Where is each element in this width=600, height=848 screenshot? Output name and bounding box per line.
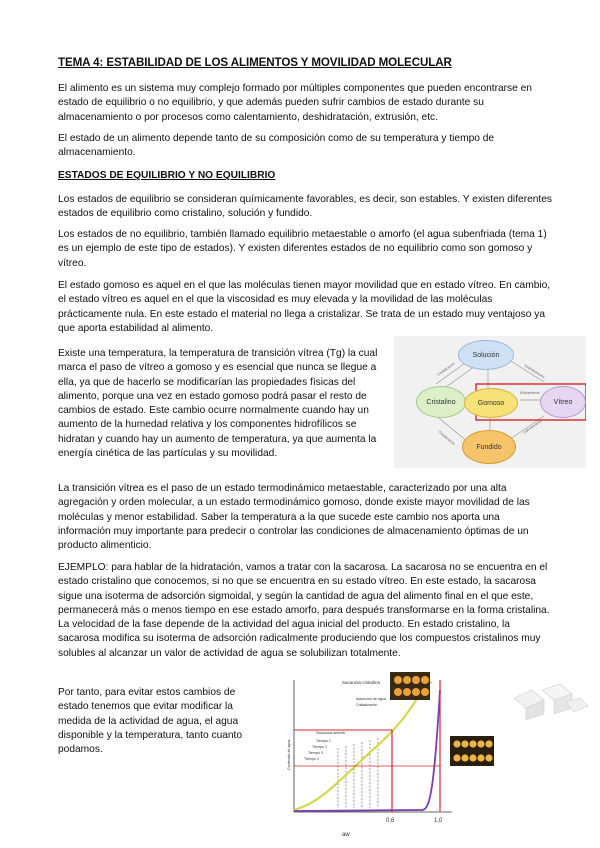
- paragraph-conclusion: Por tanto, para evitar estos cambios de estado tenemos que evitar modificar la medida de la actividad de agua, el agua disponible y la temperatura, tanto cuanto podamos.: [58, 687, 243, 756]
- page-title: TEMA 4: ESTABILIDAD DE LOS ALIMENTOS Y MOVILIDAD MOLECULAR: [58, 56, 452, 69]
- paragraph-state-depends: El estado de un alimento depende tanto de su composición como de su temperatura y tiempo de almacenamiento.: [58, 133, 495, 159]
- node-gomoso: Gomoso: [464, 388, 518, 418]
- label-mid: Sacarosa amorfa: [316, 731, 345, 735]
- tick-10: 1,0: [434, 818, 443, 824]
- svg-text:Deshidratación: Deshidratación: [523, 363, 546, 380]
- paragraph-non-equilibrium: Los estados de no equilibrio, también llamado equilibrio metaestable o amorfo (el agua subenfriada (tema 1) es un ejemplo de este tipo de estados). Y existen diferentes estados de no equilibrio como son gomoso y vítreo.: [58, 229, 547, 269]
- states-diagram: [394, 336, 586, 468]
- label-y-axis: Contenido de agua: [287, 739, 291, 770]
- svg-text:Cristalización: Cristalización: [437, 429, 456, 447]
- label-time-3: Tiempo 3: [308, 751, 323, 755]
- sucrose-isotherm-figure: [282, 670, 600, 840]
- paragraph-intro: El alimento es un sistema muy complejo formado por múltiples componentes que pueden encontrarse en estado de equilibrio o no equilibrio, y que además pueden sufrir cambios de estado durante su almacenamiento o por procesos como calentamiento, deshidratación, extrusión, etc.: [58, 83, 532, 123]
- label-time-4: Tiempo 4: [304, 757, 319, 761]
- graph-labels: [287, 680, 443, 838]
- label-x-axis: aw: [342, 832, 350, 838]
- node-fundido: Fundido: [462, 430, 516, 464]
- node-vitreo: Vítreo: [540, 386, 586, 418]
- paragraph-example: EJEMPLO: para hablar de la hidratación, vamos a tratar con la sacarosa. La sacarosa no se encuentra en el estado cristalino que conocemos, si no que se encuentra en su estado vítreo. En este estado, la sacarosa sigue una isoterma de adsorción sigmoidal, y según la cantidad de agua del alimento final en el que este, permanecerá más o menos tiempo en ese estado amorfo, para después transformarse en la forma cristalina. La velocidad de la fase depende de la actividad del agua inicial del producto. En estado cristalino, la sacarosa modifica su isoterma de adsorción radicalmente produciendo que los compuestos cristalinos muy solubles al alcanzar un valor de actividad de agua se solubilizan totalmente.: [58, 562, 550, 659]
- label-a2: Cristalización: [356, 703, 378, 707]
- paragraph-glass-transition: La transición vítrea es el paso de un estado termodinámico metaestable, caracterizado por una alta agregación y orden molecular, a un estado termodinámico gomoso, donde existe mayor movilidad de las moléculas y menor estabilidad. Saber la temperatura a la que sucede este cambio nos aporta una información muy importante para predecir o controlar las condiciones de almacenamiento óptimas de un producto alimenticio.: [58, 483, 530, 552]
- label-top: Sacarosa cristalina: [342, 680, 381, 685]
- paragraph-tg: Existe una temperatura, la temperatura de transición vítrea (Tg) la cual marca el paso de vítreo a gomoso y es esencial que nunca se llegue a ella, ya que de hacerlo se modificarían las propiedades físicas del alimento, porque una vez en estado gomoso podrá pasar el resto de cambios de estado. Este cambio ocurre normalmente cuando hay un aumento de la humedad relativa y los componentes hidrofílicos se hidratan y cuando hay un aumento de temperatura, ya que aumenta la energía cinética de las partículas y su movilidad.: [58, 348, 378, 460]
- label-a1: Adsorción de agua: [356, 697, 386, 701]
- section-subtitle: ESTADOS DE EQUILIBRIO Y NO EQUILIBRIO: [58, 170, 276, 181]
- paragraph-gomoso-vitreo: El estado gomoso es aquel en el que las moléculas tienen mayor movilidad que en estado vítreo. En cambio, el estado vítreo es aquel en el que la viscosidad es muy elevada y la movilidad de las moléculas prácticamente nula. En este estado el material no llega a cristalizar. Se trata de un estado muy ventajoso ya que aporta estabilidad al alimento.: [58, 280, 551, 334]
- time-arrows: [338, 738, 378, 808]
- node-cristalino: Cristalino: [416, 386, 466, 418]
- label-time-1: Tiempo 1: [316, 739, 331, 743]
- sugar-cubes-image: [502, 680, 592, 720]
- paragraph-equilibrium: Los estados de equilibrio se consideran químicamente favorables, es decir, son estables. Y existen diferentes estados de equilibrio como cristalino, solución y fundido.: [58, 194, 553, 220]
- svg-text:Enfriamiento: Enfriamiento: [520, 391, 540, 395]
- node-solucion: Solución: [458, 340, 514, 370]
- label-time-2: Tiempo 2: [312, 745, 327, 749]
- svg-text:Cristalización: Cristalización: [436, 361, 456, 377]
- tick-06: 0,6: [386, 818, 395, 824]
- svg-text:Calentamiento: Calentamiento: [522, 418, 544, 435]
- isotherm-svg: [282, 670, 600, 840]
